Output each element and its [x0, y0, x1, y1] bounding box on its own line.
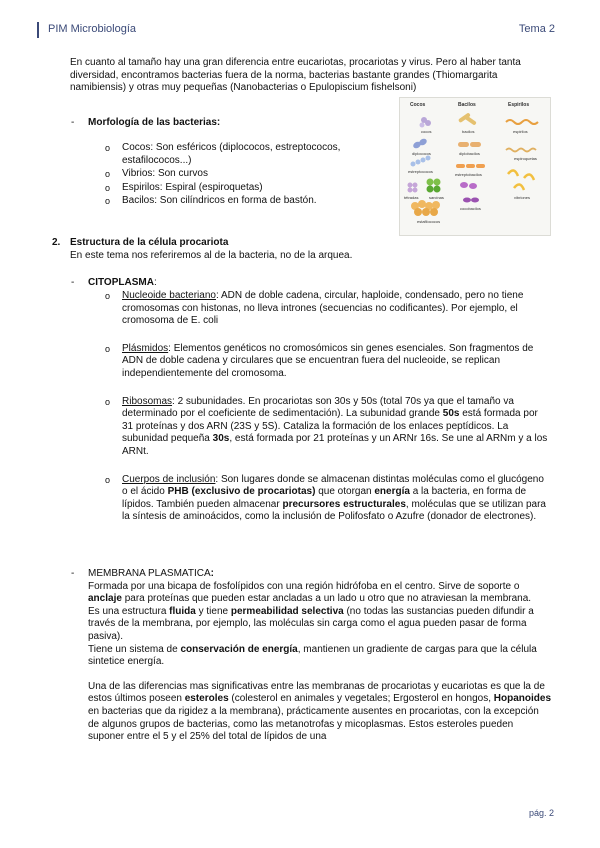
list-item: o Cuerpos de inclusión: Son lugares donde se almacenan distintas moléculas como el glucógeno o el ácido PHB (exclusivo de procariotas) que otorgan energía a la bacteria, en forma de lípidos. También pueden almacenar precursores estructurales, moléculas que se utilizan para la síntesis de aminoácidos, como la inclusión de Polifosfato o Azufre (donador de electrones). [105, 473, 546, 523]
term: Nucleoide bacteriano [122, 290, 216, 301]
section-subtitle: En este tema nos referiremos al de la bacteria, no de la arquea. [70, 250, 353, 261]
figure-label: bacilos [462, 129, 475, 134]
section-number: 2. [52, 237, 61, 248]
morphology-dash: - [71, 117, 75, 128]
membrana-paragraph: Es una estructura fluida y tiene permeabilidad selectiva (no todas las sustancias pueden difundir a través de la membrana, por ejemplo, las moléculas sin carga como el agua pueden pasar de forma pasiva). [88, 605, 534, 642]
vibrio-icon [508, 170, 534, 190]
diplococcus-icon [412, 137, 428, 149]
figure-label: cocos [421, 129, 432, 134]
section-title: Estructura de la célula procariota [70, 237, 229, 248]
figure-label: estafilococos [417, 219, 441, 224]
bullet-icon: o [105, 474, 111, 485]
tetrad-icon [408, 183, 418, 193]
figure-label: vibriones [514, 195, 531, 200]
bullet-icon: o [105, 396, 111, 407]
staphylococcus-icon [411, 200, 440, 216]
streptobacillus-icon [456, 164, 485, 168]
coccobacillus-icon [460, 182, 479, 203]
sarcina-icon [427, 179, 441, 193]
topic-label: Tema 2 [518, 23, 555, 35]
header-bar [37, 22, 39, 38]
term: Cuerpos de inclusión [122, 473, 216, 485]
coccus-icon [420, 117, 432, 128]
citoplasma-dash: - [71, 277, 75, 288]
figure-column-espirilos: Espirilos [508, 102, 530, 108]
figure-column-cocos: Cocos [410, 102, 426, 108]
spirochete-icon [506, 149, 536, 152]
list-item: o Ribosomas: 2 subunidades. En procariotas son 30s y 50s (total 70s ya que el tamaño va determinado por el coeficiente de sedimentación). La subunidad grande 50s está formada por 31 proteínas y dos ARN (23S y 5S). Cataliza la formación de los enlaces peptídicos. La subunidad pequeña 30s, está formada por 21 proteínas y un ARNr 16s. Se une al ARNm y a los ARNt. [105, 395, 548, 457]
membrana-paragraph: Tiene un sistema de conservación de energía, mantienen un gradiente de cargas para que la célula sintetice energía. [88, 643, 537, 668]
membrana-heading: MEMBRANA PLASMATICA: [88, 568, 214, 579]
figure-label: estreptobacilos [455, 172, 482, 177]
streptococcus-icon [411, 156, 431, 167]
citoplasma-heading: CITOPLASMA: [88, 277, 157, 288]
list-item: o Espirilos: Espiral (espiroquetas) [105, 181, 263, 193]
list-item: o Cocos: Son esféricos (diplococos, estreptococos, estafilococos...) [105, 142, 341, 166]
figure-label: sarcinas [429, 195, 444, 200]
membrana-dash: - [71, 568, 75, 579]
diplobacillus-icon [458, 142, 481, 147]
document-title: PIM Microbiología [48, 23, 137, 35]
membrana-section [88, 568, 552, 744]
membrana-paragraph: Una de las diferencias mas significativas entre las membranas de procariotas y eucariotas es que la de estos últimos poseen esteroles (colesterol en animales y vegetales; Ergosterol en hongos, Hopanoides en bacterias que da rigidez a la membrana), prácticamente ausentes en procariotas, con la excepción de algunos grupos de bacterias, como las metanotrofas y micoplasmas. Estos esteroles pueden suponer entre el 5 y el 25% del total de lípidos de una [88, 680, 552, 743]
membrana-paragraph: Formada por una bicapa de fosfolípidos con una región hidrófoba en el centro. Sirve de soporte o anclaje para proteínas que pueden estar ancladas a un lado u otro que no atraviesan la membrana. [88, 580, 532, 605]
figure-label: tétradas [404, 195, 419, 200]
bacteria-morphology-figure [399, 97, 551, 236]
morphology-heading: Morfología de las bacterias: [88, 117, 221, 128]
figure-label: espirilos [513, 129, 528, 134]
figure-label: estreptococos [408, 169, 433, 174]
bullet-icon: o [105, 143, 111, 153]
list-item: o Nucleoide bacteriano: ADN de doble cadena, circular, haploide, condensado, pero no tiene cromosomas con histonas, no lleva intrones (secuencias no codificantes). Por ejemplo, el cromosoma de E. coli [105, 290, 524, 327]
spirillum-icon [506, 120, 538, 124]
figure-label: espiroquetas [514, 156, 537, 161]
bullet-icon: o [105, 343, 111, 354]
figure-column-bacilos: Bacilos [458, 102, 476, 108]
figure-label: diplococos [412, 151, 431, 156]
morphology-list [105, 142, 377, 209]
term: Plásmidos [122, 342, 169, 354]
bullet-icon: o [105, 169, 111, 180]
term: Ribosomas [122, 395, 173, 407]
bullet-icon: o [105, 182, 111, 193]
bullet-icon: o [105, 291, 111, 301]
intro-paragraph: En cuanto al tamaño hay una gran diferencia entre eucariotas, procariotas y virus. Pero al haber tanta diversidad, encontramos bacterias fuera de la norma, bacterias bastante grandes (Thiomargarita namibiensis) y otras muy pequeñas (Nanobacterias o Epulopiscium fishelsoni) [70, 57, 521, 94]
figure-label: cocobacilos [460, 206, 481, 211]
list-item: o Plásmidos: Elementos genéticos no cromosómicos sin genes esenciales. Son fragmentos de ADN de doble cadena y circulares que se encuentran fuera del nucleoide, se replican independientemente del cromosoma. [105, 342, 534, 379]
list-item: o Bacilos: Son cilíndricos en forma de bastón. [105, 195, 317, 207]
list-item: o Vibrios: Son curvos [105, 168, 208, 180]
bacillus-icon [458, 112, 477, 125]
bacteria-drawings [400, 98, 550, 235]
page-number: pág. 2 [528, 808, 554, 818]
figure-label: diplobacilos [459, 151, 480, 156]
citoplasma-list [105, 290, 550, 539]
bullet-icon: o [105, 196, 111, 207]
